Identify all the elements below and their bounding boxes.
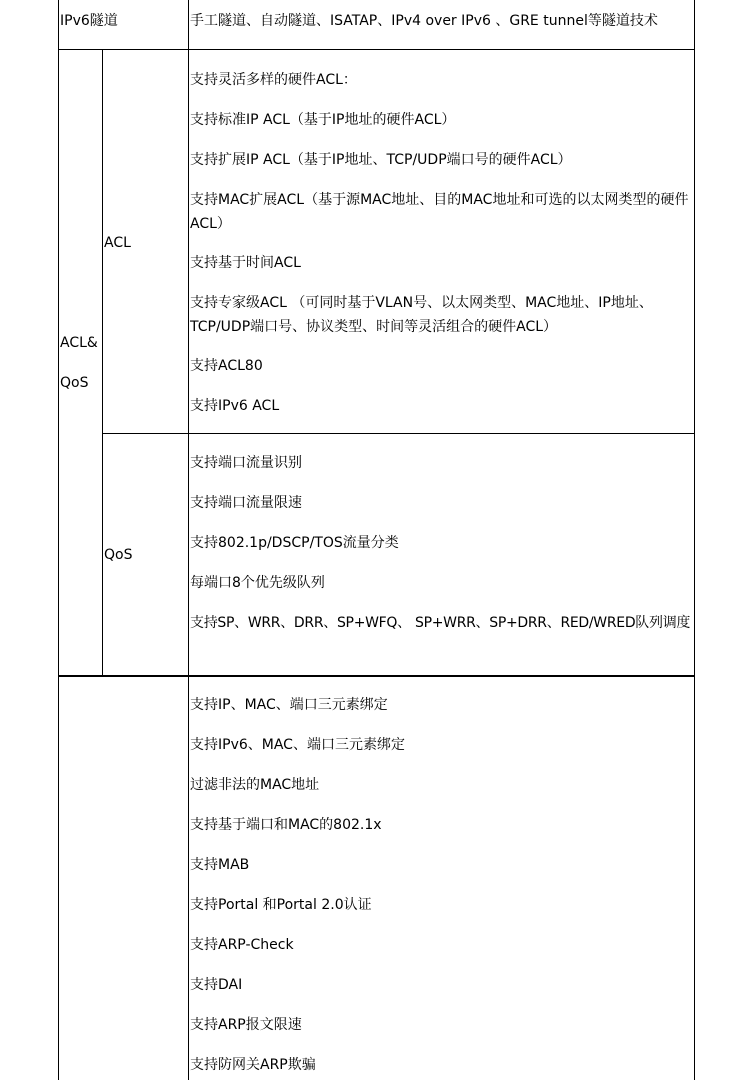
acl-item: 支持标准IP ACL（基于IP地址的硬件ACL）: [190, 112, 456, 128]
column-divider-content: [188, 0, 189, 1080]
acl-item: 支持扩展IP ACL（基于IP地址、TCP/UDP端口号的硬件ACL）: [190, 152, 572, 168]
acl-item: 支持基于时间ACL: [190, 255, 301, 271]
security-item: 支持IP、MAC、端口三元素绑定: [190, 697, 388, 713]
acl-qos-category-line1: ACL&: [60, 335, 98, 351]
security-item: 支持基于端口和MAC的802.1x: [190, 817, 382, 833]
qos-item: 每端口8个优先级队列: [190, 575, 325, 591]
qos-item: 支持端口流量识别: [190, 455, 302, 471]
acl-label: ACL: [104, 235, 131, 251]
acl-item: 支持专家级ACL （可同时基于VLAN号、以太网类型、MAC地址、IP地址、TCP/UDP端口号、协议类型、时间等灵活组合的硬件ACL）: [190, 295, 653, 335]
security-item: 支持防网关ARP欺骗: [190, 1057, 316, 1073]
acl-item: 支持灵活多样的硬件ACL：: [190, 72, 357, 88]
table-border-left: [58, 0, 59, 1080]
table-border-right: [694, 0, 695, 1080]
security-item: 支持MAB: [190, 857, 250, 873]
row-divider-ipv6: [58, 49, 695, 50]
acl-qos-category-line2: QoS: [60, 375, 89, 391]
qos-item: 支持SP、WRR、DRR、SP+WFQ、 SP+WRR、SP+DRR、RED/WRED队列调度: [190, 615, 691, 631]
security-item: 支持ARP报文限速: [190, 1017, 302, 1033]
security-item: 支持Portal 和Portal 2.0认证: [190, 897, 372, 913]
acl-item: 支持IPv6 ACL: [190, 398, 280, 414]
ipv6-tunnel-content: 手工隧道、自动隧道、ISATAP、IPv4 over IPv6 、GRE tunnel等隧道技术: [190, 13, 658, 29]
row-divider-acl-qos: [102, 433, 695, 434]
security-item: 支持DAI: [190, 977, 243, 993]
security-item: 支持ARP-Check: [190, 937, 294, 953]
ipv6-tunnel-label: IPv6隧道: [60, 13, 118, 29]
security-item: 支持IPv6、MAC、端口三元素绑定: [190, 737, 405, 753]
qos-item: 支持802.1p/DSCP/TOS流量分类: [190, 535, 399, 551]
column-divider-subcategory: [102, 49, 103, 676]
acl-item: 支持MAC扩展ACL（基于源MAC地址、目的MAC地址和可选的以太网类型的硬件ACL）: [190, 192, 689, 232]
acl-item: 支持ACL80: [190, 358, 263, 374]
qos-label: QoS: [104, 547, 133, 563]
row-divider-security: [58, 675, 695, 677]
qos-item: 支持端口流量限速: [190, 495, 302, 511]
security-item: 过滤非法的MAC地址: [190, 777, 320, 793]
